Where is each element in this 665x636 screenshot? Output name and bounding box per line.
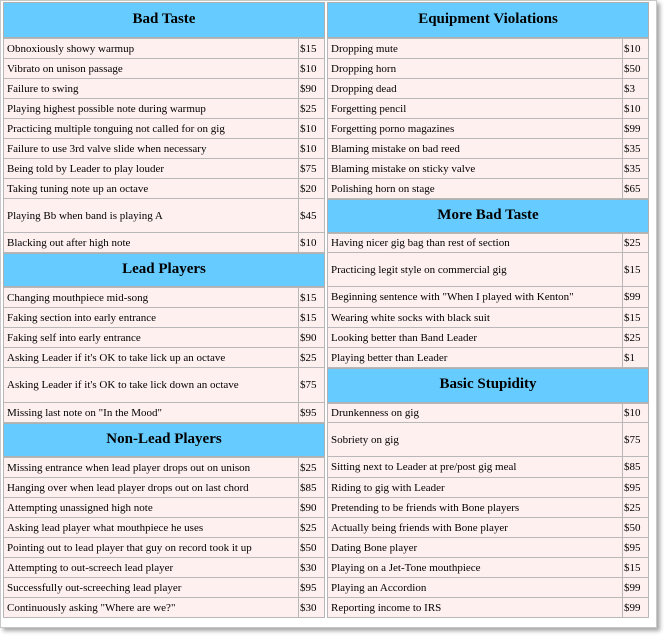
fine-row [3, 478, 325, 498]
fine-description: Continuously asking "Where are we?" [4, 598, 299, 617]
fine-description: Faking section into early entrance [4, 308, 299, 327]
fine-description: Vibrato on unison passage [4, 59, 299, 78]
fine-amount: $30 [300, 601, 317, 614]
fine-row [327, 518, 649, 538]
fine-amount: $95 [300, 581, 317, 594]
fine-description: Attempting to out-screech lead player [4, 558, 299, 577]
fine-description: Being told by Leader to play louder [4, 159, 299, 178]
fine-row [327, 538, 649, 558]
fine-row [327, 59, 649, 79]
fine-description: Blaming mistake on sticky valve [328, 159, 623, 178]
fine-amount: $50 [624, 62, 641, 75]
fine-description: Dropping dead [328, 79, 623, 98]
fine-description: Practicing legit style on commercial gig [328, 253, 623, 286]
fine-amount: $15 [624, 311, 641, 324]
fine-description: Failure to swing [4, 79, 299, 98]
fine-description: Actually being friends with Bone player [328, 518, 623, 537]
fine-row [327, 403, 649, 423]
fine-amount: $75 [300, 379, 317, 391]
fine-description: Taking tuning note up an octave [4, 179, 299, 198]
fine-description: Polishing horn on stage [328, 179, 623, 198]
fine-amount: $1 [624, 351, 635, 364]
fine-amount: $15 [624, 561, 641, 574]
fine-amount: $10 [624, 407, 641, 419]
section-header-basic-stupidity: Basic Stupidity [327, 368, 649, 403]
fine-amount: $25 [624, 331, 641, 344]
fine-row [3, 99, 325, 119]
fine-amount: $90 [300, 82, 317, 95]
fine-row [3, 139, 325, 159]
left-column [3, 2, 325, 618]
fine-row [327, 179, 649, 199]
fine-description: Drunkenness on gig [328, 404, 623, 422]
fine-row [327, 139, 649, 159]
fine-amount: $95 [624, 481, 641, 494]
fine-amount: $90 [300, 501, 317, 514]
fine-row [327, 498, 649, 518]
fine-amount: $99 [624, 291, 641, 303]
fine-amount: $25 [300, 461, 317, 474]
fine-description: Playing Bb when band is playing A [4, 199, 299, 232]
fine-amount: $10 [300, 62, 317, 75]
fine-description: Attempting unassigned high note [4, 498, 299, 517]
fine-amount: $65 [624, 182, 641, 195]
fine-amount: $10 [300, 236, 317, 249]
fine-row [3, 233, 325, 253]
fine-description: Pointing out to lead player that guy on record took it up [4, 538, 299, 557]
fine-row [3, 348, 325, 368]
fine-amount: $95 [624, 541, 641, 554]
right-column [327, 2, 649, 618]
fine-description: Sobriety on gig [328, 423, 623, 456]
fine-row [3, 558, 325, 578]
fine-row [327, 233, 649, 253]
fine-amount: $85 [300, 481, 317, 494]
fine-description: Sitting next to Leader at pre/post gig meal [328, 457, 623, 477]
fine-description: Dropping horn [328, 59, 623, 78]
fine-description: Asking lead player what mouthpiece he uses [4, 518, 299, 537]
fine-description: Failure to use 3rd valve slide when necessary [4, 139, 299, 158]
fine-description: Forgetting pencil [328, 99, 623, 118]
fine-description: Beginning sentence with "When I played with Kenton" [328, 287, 623, 307]
fine-row [3, 328, 325, 348]
fine-row [3, 308, 325, 328]
fine-amount: $15 [300, 42, 317, 55]
fine-row [327, 598, 649, 618]
fine-description: Playing better than Leader [328, 348, 623, 367]
fine-description: Reporting income to IRS [328, 598, 623, 617]
fine-amount: $15 [300, 291, 317, 304]
fine-amount: $35 [624, 142, 641, 155]
fine-description: Changing mouthpiece mid-song [4, 288, 299, 307]
fine-description: Blaming mistake on bad reed [328, 139, 623, 158]
fine-row [327, 578, 649, 598]
fine-amount: $35 [624, 162, 641, 175]
fine-row [327, 423, 649, 457]
fine-row [327, 558, 649, 578]
fine-description: Pretending to be friends with Bone players [328, 498, 623, 517]
fine-row [327, 159, 649, 179]
fine-row [3, 578, 325, 598]
fine-row [3, 457, 325, 478]
fine-row [327, 478, 649, 498]
section-header-more-bad-taste: More Bad Taste [327, 199, 649, 233]
fine-description: Forgetting porno magazines [328, 119, 623, 138]
fine-description: Faking self into early entrance [4, 328, 299, 347]
fine-amount: $45 [300, 209, 317, 222]
fine-description: Missing last note on "In the Mood" [4, 403, 299, 422]
fine-amount: $10 [624, 42, 641, 55]
fine-row [3, 79, 325, 99]
section-header-lead-players: Lead Players [3, 253, 325, 287]
fine-amount: $10 [300, 122, 317, 135]
fine-row [3, 518, 325, 538]
fine-amount: $25 [624, 237, 641, 249]
fine-amount: $30 [300, 561, 317, 574]
fine-amount: $75 [624, 433, 641, 446]
fine-description: Successfully out-screeching lead player [4, 578, 299, 597]
fine-description: Hanging over when lead player drops out on last chord [4, 478, 299, 497]
fine-row [327, 99, 649, 119]
fine-row [3, 179, 325, 199]
fine-amount: $75 [300, 162, 317, 175]
fine-amount: $95 [300, 406, 317, 419]
fine-row [327, 79, 649, 99]
fine-row [327, 328, 649, 348]
fine-row [3, 403, 325, 423]
fine-description: Missing entrance when lead player drops out on unison [4, 458, 299, 477]
fine-amount: $10 [624, 102, 641, 115]
fine-description: Playing highest possible note during warmup [4, 99, 299, 118]
fine-amount: $15 [624, 263, 641, 276]
fine-amount: $20 [300, 182, 317, 195]
fine-amount: $10 [300, 142, 317, 155]
fine-row [3, 598, 325, 618]
fine-amount: $50 [624, 521, 641, 534]
fine-row [327, 119, 649, 139]
fine-row [3, 199, 325, 233]
fine-description: Practicing multiple tonguing not called for on gig [4, 119, 299, 138]
fine-row [327, 457, 649, 478]
fine-amount: $15 [300, 311, 317, 324]
fine-description: Playing an Accordion [328, 578, 623, 597]
fine-amount: $25 [624, 501, 641, 514]
fine-row [3, 368, 325, 403]
fine-description: Dropping mute [328, 39, 623, 58]
section-header-non-lead-players: Non-Lead Players [3, 423, 325, 457]
fine-description: Looking better than Band Leader [328, 328, 623, 347]
fine-row [3, 159, 325, 179]
fine-description: Dating Bone player [328, 538, 623, 557]
fine-row [3, 538, 325, 558]
fine-row [3, 59, 325, 79]
fine-row [327, 308, 649, 328]
fine-row [327, 253, 649, 287]
fine-description: Having nicer gig bag than rest of section [328, 234, 623, 252]
fine-description: Asking Leader if it's OK to take lick down an octave [4, 368, 299, 402]
section-header-bad-taste: Bad Taste [3, 2, 325, 38]
section-header-equipment-violations: Equipment Violations [327, 2, 649, 38]
fine-description: Obnoxiously showy warmup [4, 39, 299, 58]
fine-row [3, 498, 325, 518]
fine-amount: $25 [300, 351, 317, 364]
fine-description: Playing on a Jet-Tone mouthpiece [328, 558, 623, 577]
fine-row [327, 348, 649, 368]
fine-description: Blacking out after high note [4, 233, 299, 252]
fine-amount: $85 [624, 461, 641, 473]
fine-description: Wearing white socks with black suit [328, 308, 623, 327]
fine-row [3, 119, 325, 139]
fine-amount: $90 [300, 331, 317, 344]
fine-amount: $50 [300, 541, 317, 554]
fine-row [3, 38, 325, 59]
fine-description: Riding to gig with Leader [328, 478, 623, 497]
fine-row [3, 287, 325, 308]
fine-amount: $99 [624, 581, 641, 594]
fine-amount: $25 [300, 521, 317, 534]
fine-row [327, 287, 649, 308]
fine-amount: $25 [300, 102, 317, 115]
fine-row [327, 38, 649, 59]
fine-amount: $99 [624, 601, 641, 614]
fine-description: Asking Leader if it's OK to take lick up an octave [4, 348, 299, 367]
fine-amount: $99 [624, 122, 641, 135]
fine-amount: $3 [624, 82, 635, 95]
